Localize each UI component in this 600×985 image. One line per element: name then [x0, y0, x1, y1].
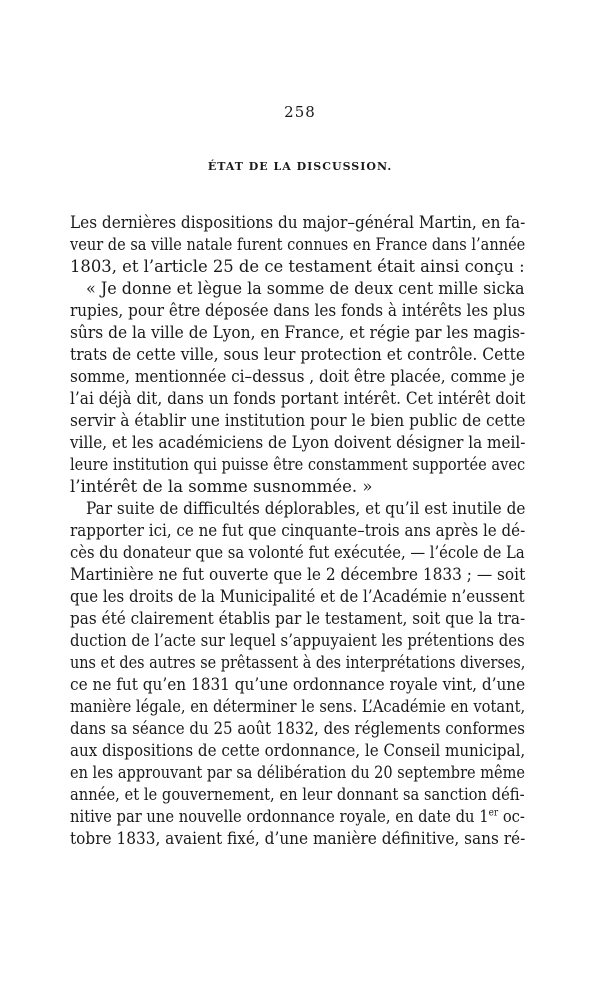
text-line: année, et le gouvernement, en leur donnant sa sanction défi-: [70, 785, 525, 804]
text-line: cès du donateur que sa volonté fut exécutée, — l’école de La: [70, 543, 525, 562]
text-line: que les droits de la Municipalité et de l’Académie n’eussent: [70, 587, 525, 606]
text-line: 1803, et l’article 25 de ce testament était ainsi conçu :: [70, 257, 525, 276]
text-line: uns et des autres se prêtassent à des interprétations diverses,: [70, 653, 526, 672]
text-line: l’ai déjà dit, dans un fonds portant intérêt. Cet intérêt doit: [70, 389, 526, 408]
text-line: duction de l’acte sur lequel s’appuyaient les prétentions des: [70, 631, 525, 650]
text-line: pas été clairement établis par le testament, soit que la tra-: [70, 609, 526, 628]
text-line: dans sa séance du 25 août 1832, des réglements conformes: [70, 719, 525, 738]
text-line: aux dispositions de cette ordonnance, le Conseil municipal,: [70, 741, 526, 760]
text-line: Les dernières dispositions du major–général Martin, en fa-: [70, 213, 526, 232]
text-line: veur de sa ville natale furent connues en France dans l’année: [70, 235, 526, 254]
text-line: tobre 1833, avaient fixé, d’une manière définitive, sans ré-: [70, 829, 526, 848]
text-line: leure institution qui puisse être constamment supportée avec: [70, 455, 526, 474]
text-line: Martinière ne fut ouverte que le 2 décembre 1833 ; — soit: [70, 565, 526, 584]
section-heading: ÉTAT DE LA DISCUSSION.: [207, 160, 393, 173]
text-line: somme, mentionnée ci–dessus , doit être placée, comme je: [70, 367, 525, 386]
text-line: rapporter ici, ce ne fut que cinquante–trois ans après le dé-: [70, 521, 526, 540]
text-line: ce ne fut qu’en 1831 qu’une ordonnance royale vint, d’une: [70, 675, 526, 694]
text-line: servir à établir une institution pour le bien public de cette: [70, 411, 526, 430]
text-line: manière légale, en déterminer le sens. L’Académie en votant,: [70, 697, 526, 716]
text-line: trats de cette ville, sous leur protection et contrôle. Cette: [70, 345, 526, 364]
text-line: « Je donne et lègue la somme de deux cent mille sicka: [86, 279, 525, 298]
text-line: en les approuvant par sa délibération du 20 septembre même: [70, 763, 525, 782]
text-line: rupies, pour être déposée dans les fonds à intérêts les plus: [70, 301, 526, 320]
text-line: l’intérêt de la somme susnommée. »: [70, 477, 373, 496]
text-line: sûrs de la ville de Lyon, en France, et régie par les magis-: [70, 323, 526, 342]
superscript: er: [488, 807, 499, 819]
page-number: 258: [284, 103, 316, 121]
text-line: nitive par une nouvelle ordonnance royale, en date du 1er oc-: [70, 807, 525, 826]
text-line: Par suite de difficultés déplorables, et qu’il est inutile de: [86, 499, 526, 518]
text-line: ville, et les académiciens de Lyon doivent désigner la meil-: [70, 433, 526, 452]
